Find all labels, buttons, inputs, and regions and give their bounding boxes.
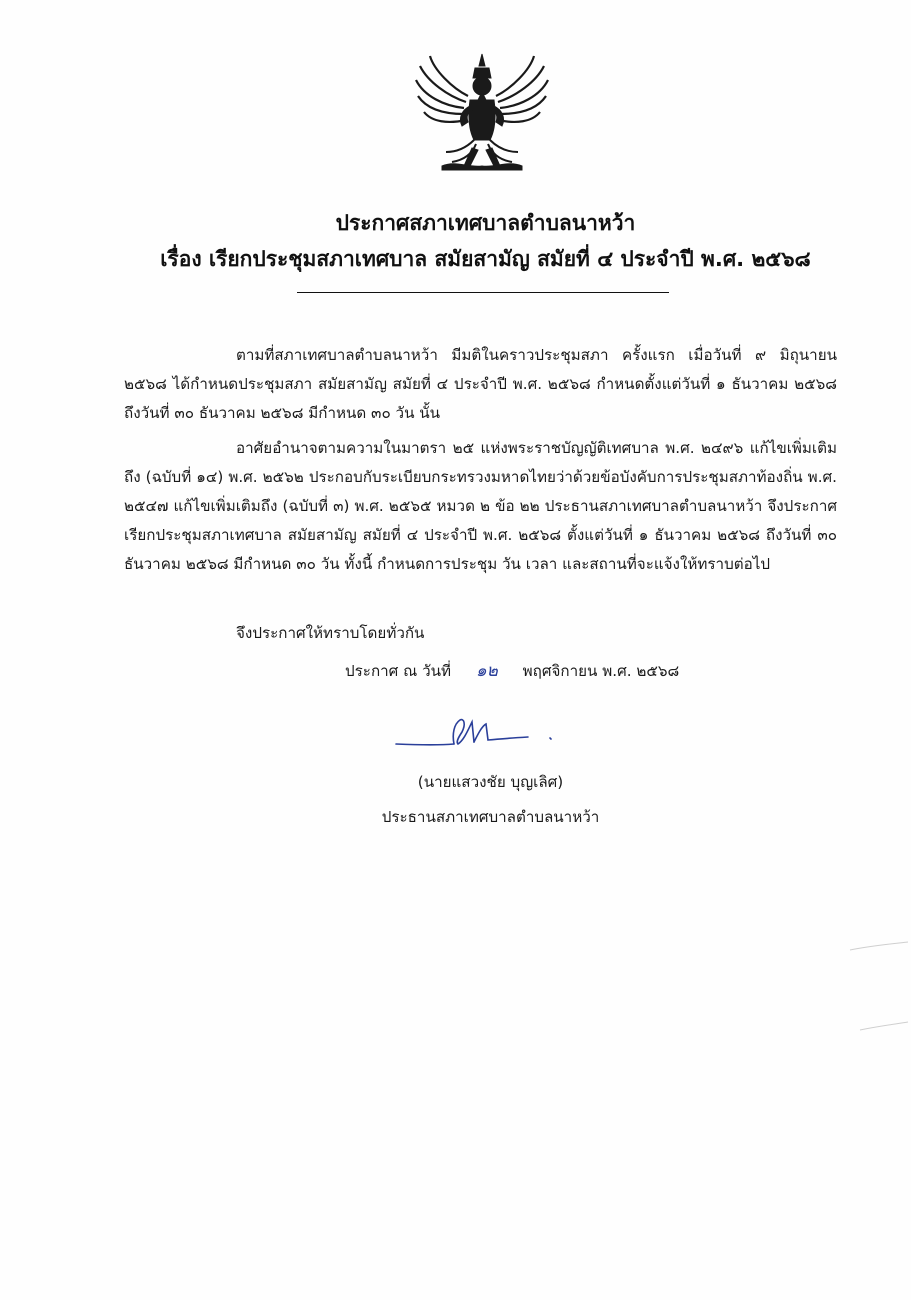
announcement-date [345,657,679,686]
date-day-handwritten: ๑๒ [475,661,498,681]
signer-name: (นายแสวงชัย บุญเลิศ) [417,773,564,791]
body-paragraph-2: อาศัยอำนาจตามความในมาตรา ๒๕ แห่งพระราชบัญญัติเทศบาล พ.ศ. ๒๔๙๖ แก้ไขเพิ่มเติมถึง (ฉบับที่ ๑๔) พ.ศ. ๒๕๖๒ ประกอบกับระเบียบกระทรวงมหาดไทยว่าด้วยข้อบังคับการประชุมสภาท้องถิ่น พ.ศ. ๒๕๔๗ แก้ไขเพิ่มเติมถึง (ฉบับที่ ๓) พ.ศ. ๒๕๖๕ หมวด ๒ ข้อ ๒๒ ประธานสภาเทศบาลตำบลนาหว้า จึงประกาศเรียกประชุมสภาเทศบาล สมัยสามัญ สมัยที่ ๔ ประจำปี พ.ศ. ๒๕๖๘ ตั้งแต่วันที่ ๑ ธันวาคม ๒๕๖๘ ถึงวันที่ ๓๐ ธันวาคม ๒๕๖๘ มีกำหนด ๓๐ วัน ทั้งนี้ กำหนดการประชุม วัน เวลา และสถานที่จะแจ้งให้ทราบต่อไป [124,439,837,573]
signer-position: ประธานสภาเทศบาลตำบลนาหว้า [381,808,600,826]
date-prefix: ประกาศ ณ วันที่ [345,662,451,680]
title-underline-divider [297,292,669,293]
announcement-title: ประกาศสภาเทศบาลตำบลนาหว้า [335,211,636,235]
scan-artifact [820,930,910,1050]
date-suffix: พฤศจิกายน พ.ศ. ๒๕๖๘ [522,662,680,680]
body-paragraph-1: ตามที่สภาเทศบาลตำบลนาหว้า มีมติในคราวประชุมสภา ครั้งแรก เมื่อวันที่ ๙ มิถุนายน ๒๕๖๘ ได้กำหนดประชุมสภา สมัยสามัญ สมัยที่ ๔ ประจำปี พ.ศ. ๒๕๖๘ กำหนดตั้งแต่วันที่ ๑ ธันวาคม ๒๕๖๘ ถึงวันที่ ๓๐ ธันวาคม ๒๕๖๘ มีกำหนด ๓๐ วัน นั้น [124,346,837,422]
handwritten-signature [392,704,562,760]
closing-statement: จึงประกาศให้ทราบโดยทั่วกัน [236,624,425,642]
garuda-emblem-icon [412,48,552,174]
announcement-subject: เรื่อง เรียกประชุมสภาเทศบาล สมัยสามัญ สมัยที่ ๔ ประจำปี พ.ศ. ๒๕๖๘ [160,247,811,271]
